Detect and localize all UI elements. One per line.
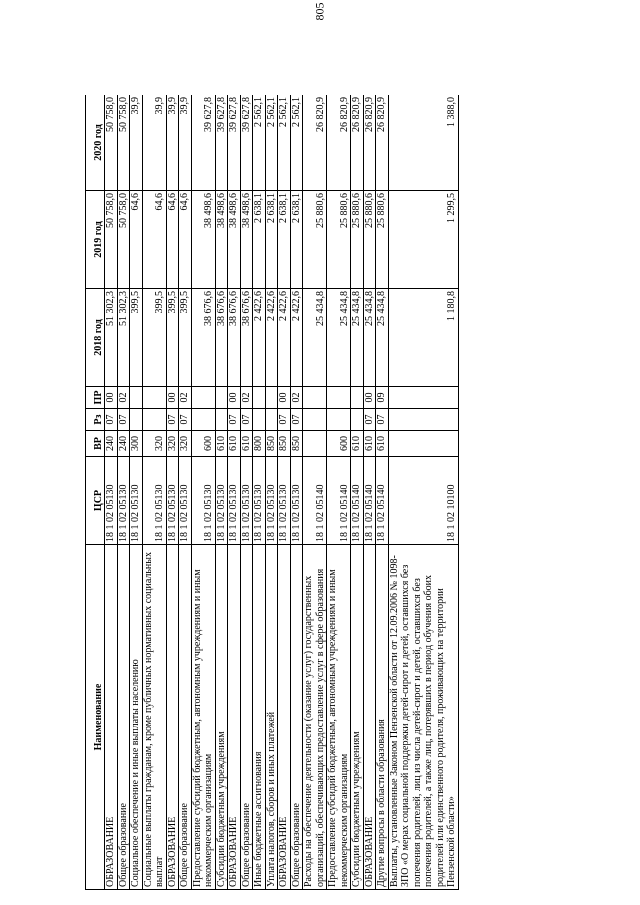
cell-pr bbox=[265, 387, 278, 409]
cell-2019: 64,6 bbox=[179, 191, 192, 289]
table-row bbox=[363, 95, 376, 890]
cell-2019: 25 880,6 bbox=[351, 191, 364, 289]
cell-vr: 850 bbox=[278, 431, 291, 457]
header-2018: 2018 год bbox=[86, 289, 105, 387]
cell-2020: 26 820,9 bbox=[351, 95, 364, 191]
cell-name: ОБРАЗОВАНИЕ bbox=[228, 545, 241, 890]
table-row bbox=[105, 95, 118, 890]
cell-vr: 610 bbox=[363, 431, 376, 457]
table-row bbox=[265, 95, 278, 890]
cell-2020: 26 820,9 bbox=[363, 95, 376, 191]
cell-pr bbox=[191, 387, 215, 409]
cell-name: Социальное обеспечение и иные выплаты населению bbox=[130, 545, 143, 890]
cell-2018: 25 434,8 bbox=[363, 289, 376, 387]
cell-csr: 18 1 02 05130 bbox=[179, 457, 192, 545]
cell-name: Общее образование bbox=[179, 545, 192, 890]
cell-rz bbox=[130, 409, 143, 431]
cell-2020: 39,9 bbox=[142, 95, 166, 191]
header-pr: ПР bbox=[86, 387, 105, 409]
cell-2020: 2 562,1 bbox=[265, 95, 278, 191]
cell-pr bbox=[327, 387, 351, 409]
cell-2018: 2 422,6 bbox=[278, 289, 291, 387]
cell-csr: 18 1 02 05130 bbox=[290, 457, 303, 545]
cell-rz: 07 bbox=[278, 409, 291, 431]
cell-2018: 25 434,8 bbox=[327, 289, 351, 387]
cell-name: Выплаты, установленные Законом Пензенской области от 12.09.2006 № 1098-ЗПО «О мерах социальной поддержки детей-сирот и детей, оставшихся без попечения родителей, лиц из числа детей-сирот и детей, оставшихся без попечения родителей, а также лиц, потерявших в период обучения обоих родителей или единственного родителя, проживающих на территории Пензенской области» bbox=[388, 545, 458, 890]
cell-name: ОБРАЗОВАНИЕ bbox=[166, 545, 179, 890]
cell-csr: 18 1 02 05130 bbox=[191, 457, 215, 545]
cell-vr: 850 bbox=[290, 431, 303, 457]
cell-name: Субсидии бюджетным учреждениям bbox=[215, 545, 228, 890]
cell-name: Расходы на обеспечение деятельности (оказание услуг) государственных организаций, обеспечивающих предоставление услуг в сфере образования bbox=[303, 545, 327, 890]
cell-vr: 610 bbox=[240, 431, 253, 457]
cell-csr: 18 1 02 05130 bbox=[130, 457, 143, 545]
page-number: 805 bbox=[312, 2, 327, 21]
cell-2018: 1 180,8 bbox=[388, 289, 458, 387]
cell-2019: 64,6 bbox=[166, 191, 179, 289]
cell-2019: 2 638,1 bbox=[278, 191, 291, 289]
cell-vr: 800 bbox=[253, 431, 266, 457]
cell-pr: 00 bbox=[363, 387, 376, 409]
table-row bbox=[327, 95, 351, 890]
cell-name: ОБРАЗОВАНИЕ bbox=[363, 545, 376, 890]
cell-2020: 50 758,0 bbox=[117, 95, 130, 191]
cell-name: Общее образование bbox=[240, 545, 253, 890]
cell-name: Социальные выплаты гражданам, кроме публичных нормативных социальных выплат bbox=[142, 545, 166, 890]
cell-rz: 07 bbox=[105, 409, 118, 431]
cell-2018: 38 676,6 bbox=[240, 289, 253, 387]
table-row bbox=[191, 95, 215, 890]
cell-csr: 18 1 02 05130 bbox=[215, 457, 228, 545]
rotated-page-content bbox=[85, 95, 580, 890]
cell-pr: 02 bbox=[240, 387, 253, 409]
cell-csr: 18 1 02 05140 bbox=[376, 457, 389, 545]
cell-2020: 2 562,1 bbox=[253, 95, 266, 191]
cell-2018: 51 302,3 bbox=[105, 289, 118, 387]
cell-2019: 64,6 bbox=[142, 191, 166, 289]
cell-2020: 26 820,9 bbox=[303, 95, 327, 191]
cell-vr: 610 bbox=[351, 431, 364, 457]
cell-pr: 00 bbox=[278, 387, 291, 409]
cell-name: Иные бюджетные ассигнования bbox=[253, 545, 266, 890]
cell-pr: 09 bbox=[376, 387, 389, 409]
cell-rz bbox=[327, 409, 351, 431]
table-row bbox=[388, 95, 458, 890]
cell-name: ОБРАЗОВАНИЕ bbox=[105, 545, 118, 890]
table-row bbox=[253, 95, 266, 890]
cell-rz: 07 bbox=[179, 409, 192, 431]
budget-table bbox=[85, 95, 459, 890]
cell-vr: 610 bbox=[376, 431, 389, 457]
cell-name: Предоставление субсидий бюджетным, автономным учреждениям и иным некоммерческим организациям bbox=[327, 545, 351, 890]
cell-2020: 39 627,8 bbox=[215, 95, 228, 191]
cell-pr bbox=[215, 387, 228, 409]
cell-2020: 2 562,1 bbox=[278, 95, 291, 191]
cell-vr: 320 bbox=[142, 431, 166, 457]
cell-csr: 18 1 02 05130 bbox=[117, 457, 130, 545]
cell-2020: 26 820,9 bbox=[376, 95, 389, 191]
cell-pr: 00 bbox=[228, 387, 241, 409]
table-row bbox=[351, 95, 364, 890]
cell-2018: 38 676,6 bbox=[191, 289, 215, 387]
cell-2019: 64,6 bbox=[130, 191, 143, 289]
cell-vr bbox=[388, 431, 458, 457]
cell-pr: 00 bbox=[166, 387, 179, 409]
cell-rz bbox=[253, 409, 266, 431]
cell-2020: 39,9 bbox=[130, 95, 143, 191]
cell-rz bbox=[142, 409, 166, 431]
cell-pr bbox=[351, 387, 364, 409]
cell-2019: 25 880,6 bbox=[376, 191, 389, 289]
table-body bbox=[105, 95, 459, 890]
table-row bbox=[376, 95, 389, 890]
cell-2019: 25 880,6 bbox=[327, 191, 351, 289]
cell-csr: 18 1 02 05140 bbox=[327, 457, 351, 545]
cell-2018: 399,5 bbox=[130, 289, 143, 387]
header-name: Наименование bbox=[86, 545, 105, 890]
cell-vr: 320 bbox=[179, 431, 192, 457]
cell-name: Субсидии бюджетным учреждениям bbox=[351, 545, 364, 890]
cell-rz: 07 bbox=[376, 409, 389, 431]
cell-vr: 610 bbox=[228, 431, 241, 457]
cell-rz bbox=[351, 409, 364, 431]
cell-csr: 18 1 02 05130 bbox=[228, 457, 241, 545]
cell-vr: 610 bbox=[215, 431, 228, 457]
cell-csr: 18 1 02 05130 bbox=[253, 457, 266, 545]
cell-rz: 07 bbox=[363, 409, 376, 431]
cell-2018: 51 302,3 bbox=[117, 289, 130, 387]
cell-pr bbox=[142, 387, 166, 409]
cell-rz: 07 bbox=[166, 409, 179, 431]
cell-2019: 38 498,6 bbox=[191, 191, 215, 289]
cell-pr bbox=[130, 387, 143, 409]
cell-2018: 38 676,6 bbox=[228, 289, 241, 387]
cell-2020: 50 758,0 bbox=[105, 95, 118, 191]
cell-name: ОБРАЗОВАНИЕ bbox=[278, 545, 291, 890]
cell-2019: 38 498,6 bbox=[240, 191, 253, 289]
header-csr: ЦСР bbox=[86, 457, 105, 545]
cell-rz bbox=[191, 409, 215, 431]
table-row bbox=[117, 95, 130, 890]
cell-2020: 1 388,0 bbox=[388, 95, 458, 191]
cell-2018: 399,5 bbox=[142, 289, 166, 387]
cell-2019: 2 638,1 bbox=[253, 191, 266, 289]
cell-2020: 39 627,8 bbox=[240, 95, 253, 191]
cell-2020: 2 562,1 bbox=[290, 95, 303, 191]
table-row bbox=[303, 95, 327, 890]
table-row bbox=[166, 95, 179, 890]
cell-rz bbox=[265, 409, 278, 431]
cell-name: Уплата налогов, сборов и иных платежей bbox=[265, 545, 278, 890]
cell-vr: 300 bbox=[130, 431, 143, 457]
cell-2018: 2 422,6 bbox=[290, 289, 303, 387]
cell-csr: 18 1 02 05140 bbox=[351, 457, 364, 545]
cell-vr: 600 bbox=[327, 431, 351, 457]
table-row bbox=[290, 95, 303, 890]
cell-2020: 39,9 bbox=[179, 95, 192, 191]
cell-rz: 07 bbox=[290, 409, 303, 431]
cell-2019: 25 880,6 bbox=[303, 191, 327, 289]
cell-vr: 240 bbox=[117, 431, 130, 457]
cell-2019: 2 638,1 bbox=[265, 191, 278, 289]
cell-2018: 2 422,6 bbox=[265, 289, 278, 387]
cell-name: Общее образование bbox=[117, 545, 130, 890]
cell-pr bbox=[388, 387, 458, 409]
cell-rz bbox=[303, 409, 327, 431]
cell-csr: 18 1 02 05140 bbox=[363, 457, 376, 545]
cell-pr bbox=[303, 387, 327, 409]
cell-2018: 399,5 bbox=[179, 289, 192, 387]
header-rz: Рз bbox=[86, 409, 105, 431]
cell-vr: 850 bbox=[265, 431, 278, 457]
cell-2019: 38 498,6 bbox=[215, 191, 228, 289]
rotated-table-area bbox=[85, 95, 580, 890]
cell-rz: 07 bbox=[228, 409, 241, 431]
cell-vr bbox=[303, 431, 327, 457]
cell-pr: 02 bbox=[290, 387, 303, 409]
cell-pr: 00 bbox=[105, 387, 118, 409]
table-row bbox=[228, 95, 241, 890]
cell-2020: 26 820,9 bbox=[327, 95, 351, 191]
cell-name: Предоставление субсидий бюджетным, автономным учреждениям и иным некоммерческим организациям bbox=[191, 545, 215, 890]
cell-pr bbox=[253, 387, 266, 409]
cell-csr: 18 1 02 05130 bbox=[142, 457, 166, 545]
cell-csr: 18 1 02 10100 bbox=[388, 457, 458, 545]
cell-2020: 39,9 bbox=[166, 95, 179, 191]
cell-2018: 2 422,6 bbox=[253, 289, 266, 387]
cell-rz bbox=[215, 409, 228, 431]
cell-csr: 18 1 02 05130 bbox=[265, 457, 278, 545]
cell-csr: 18 1 02 05130 bbox=[166, 457, 179, 545]
cell-rz: 07 bbox=[117, 409, 130, 431]
cell-vr: 240 bbox=[105, 431, 118, 457]
cell-2018: 399,5 bbox=[166, 289, 179, 387]
table-row bbox=[215, 95, 228, 890]
cell-2019: 50 758,0 bbox=[105, 191, 118, 289]
table-row bbox=[142, 95, 166, 890]
cell-2020: 39 627,8 bbox=[191, 95, 215, 191]
table-row bbox=[240, 95, 253, 890]
table-header-row bbox=[86, 95, 105, 890]
cell-2019: 25 880,6 bbox=[363, 191, 376, 289]
table-row bbox=[278, 95, 291, 890]
cell-2020: 39 627,8 bbox=[228, 95, 241, 191]
table-row bbox=[179, 95, 192, 890]
cell-pr: 02 bbox=[179, 387, 192, 409]
header-2019: 2019 год bbox=[86, 191, 105, 289]
table-row bbox=[130, 95, 143, 890]
cell-2019: 2 638,1 bbox=[290, 191, 303, 289]
cell-2018: 38 676,6 bbox=[215, 289, 228, 387]
cell-csr: 18 1 02 05130 bbox=[278, 457, 291, 545]
cell-rz: 07 bbox=[240, 409, 253, 431]
cell-vr: 600 bbox=[191, 431, 215, 457]
cell-2019: 50 758,0 bbox=[117, 191, 130, 289]
header-2020: 2020 год bbox=[86, 95, 105, 191]
cell-2018: 25 434,8 bbox=[351, 289, 364, 387]
cell-csr: 18 1 02 05130 bbox=[240, 457, 253, 545]
cell-2019: 38 498,6 bbox=[228, 191, 241, 289]
cell-rz bbox=[388, 409, 458, 431]
cell-csr: 18 1 02 05140 bbox=[303, 457, 327, 545]
cell-csr: 18 1 02 05130 bbox=[105, 457, 118, 545]
cell-2018: 25 434,8 bbox=[376, 289, 389, 387]
header-vr: ВР bbox=[86, 431, 105, 457]
cell-pr: 02 bbox=[117, 387, 130, 409]
cell-vr: 320 bbox=[166, 431, 179, 457]
cell-name: Другие вопросы в области образования bbox=[376, 545, 389, 890]
cell-name: Общее образование bbox=[290, 545, 303, 890]
cell-2018: 25 434,8 bbox=[303, 289, 327, 387]
cell-2019: 1 299,5 bbox=[388, 191, 458, 289]
